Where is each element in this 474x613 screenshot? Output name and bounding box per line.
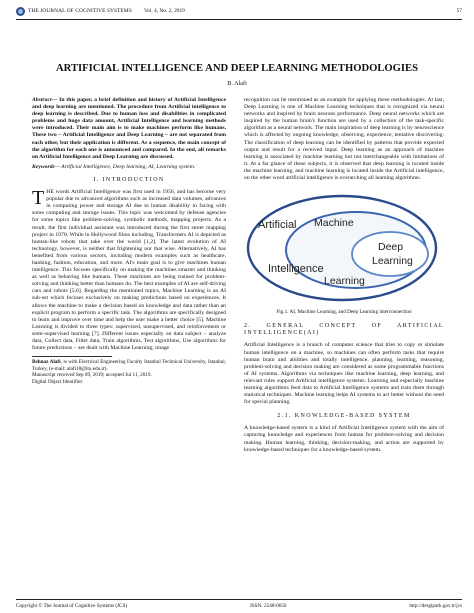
footnote-name: Behnaz Alafi (32, 359, 61, 366)
fig-label-dl2: Learning (372, 255, 413, 268)
left-column (32, 97, 226, 386)
ai-general-paragraph: Artificial Intelligence is a branch of computer science that tries to copy or simulate human intelligence on a machine, so machines can often perform tasks that require human brain and abilities and totally intelligence. planning, learning, reasoning, problem-solving and decision making are considered as some programmable functions of AI systems. Algorithms via techniques like machine learning, deep learning, and relevant rules support Artificial intelligence systems. Learning and especially machine learning algorithms feed data to Artificial Intelligence systems and train them through statistical techniques. Machine learning helps AI systems to act better without the need for special planning. (244, 342, 444, 406)
keywords-text: — Artificial Intelligence, Deep learning, AI, Learning system. (54, 163, 196, 170)
footnote-rule (32, 356, 112, 357)
page-footer (16, 603, 462, 609)
ai-ml-dl-figure (244, 188, 440, 306)
fig-label-ml2: Learning (324, 275, 365, 288)
header-rule (16, 19, 462, 20)
paper-author: B. Alafi (227, 80, 247, 87)
paper-title: ARTIFICIAL INTELLIGENCE AND DEEP LEARNING METHODOLOGIES (56, 63, 418, 74)
footnote-author (32, 359, 226, 372)
section-heading-general-concept: 2. GENERAL CONCEPT OF ARTIFICIAL INTELLIGENCE(AI) (244, 323, 444, 337)
footer-copyright: Copyright © The Journal of Cognitive Systems (JCS) (16, 603, 128, 609)
dl-ellipse (352, 232, 428, 276)
abstract-label: Abstract (32, 97, 52, 103)
figure-caption: Fig.1. AI, Machine Learning, and Deep Learning interconnection (276, 309, 412, 316)
fig-label-dl: Deep (378, 241, 404, 254)
fig-label-ml: Machine (314, 217, 354, 230)
fig-label-ai: Artificial (258, 219, 297, 232)
keywords-label: Keywords (32, 163, 55, 170)
right-column (244, 97, 444, 454)
abstract-text: — In this paper, a brief definition and history of Artificial Intelligence and deep learning are mentioned. The procedure from Artificial intelligence to deep learning is described. Due to human loss and disabilities in complicated problems and huge data amount, Artificial Intelligence and learning methods were introduced. Their main aim is to make machines perform like humans. These two – Artificial Intelligence and Deep Learning – are not separated from each other, but their application is different. As a sequence, the main concept of the algorithm for each one is announced and compared. In the end, all remarks on Artificial Intelligence and Deep Learning are discussed. (32, 97, 226, 160)
knowledge-based-paragraph: A knowledge-based system is a kind of Artificial Intelligence system with the aim of capturing knowledge and experiences from human for problem-solving and decision making. Human learning, thinking, decision-making, and action are supported by knowledge-based techniques for a knowledge-based system. (244, 425, 444, 453)
section-heading-knowledge-based: 2.1. KNOWLEDGE-BASED SYSTEM (277, 413, 411, 420)
footer-url[interactable]: http://dergipark.gov.tr/jcs (409, 603, 462, 609)
page-number: 57 (456, 8, 462, 14)
abstract (32, 97, 226, 161)
footer-rule (16, 599, 462, 600)
keywords (32, 164, 226, 171)
journal-name: THE JOURNAL OF COGNITIVE SYSTEMS (28, 8, 132, 14)
running-header (16, 4, 462, 18)
intro-continued: recognition can be mentioned as an example for applying these methodologies. At last, Deep Learning is one of Machine Learning techniques that is recognized via neural networks and inspired by brain neurons performance. Deep neural networks which are inspired by the human brain's function are used by a collection of the task-specific algorithm as a neural network. The main inspiration of deep learning is by neuroscience which is affected by ongoing knowledge, observing, experience, tentative discovering. The classification of deep learning can be identified by patterns that provide expected output and result for a received input. Deep learning as an approach of machine learning is associated by machine learning but not interchangeable with limitations of it. At a far glance of these subjects, it is observed that deep learning is located inside the machine learning, and machine learning is located inside the Artificial intelligence, on the other word artificial intelligence is overarching all learning algorithms. (244, 97, 444, 182)
footnote-received: Manuscript received Sep 09, 2019; accepted Jul 11, 2019. (32, 372, 152, 379)
intro-text: HE words Artificial Intelligence was first used in 1956, and has become very popular due to advanced algorithms such as increased data volumes, advances in computing power and storage AI due to human disability in facing with some computing and storage issues. This topic was welcomed by defense agencies for some topics like problem-solving, symbolic methods, mapping projects. As a result, the first individual assistant was introduced during the first street mapping project in 1970. While in Hollywood films including, Transformers AI is depicted as human-like robots that take over the world [1,2]. The latest evolution of AI technology, however, is neither that frightening nor that wise. Alternatively, AI has benefited from various sectors, including modern examples such as healthcare, banking, fashion, education, and more. AI's main goal is to give machines human intelligence. This focuses specifically on making the machines smarter and thinking as well as behaving like humans. These machines are being trained for problem-solving and thinking better than humans do. The best examples of AI are self-driving cars and robots [5,6]. Regarding the mentioned topics, Machine Learning is an AI sub-set which focuses exclusively on making predictions based on experiences. It allows the machine to make a decision based on knowledge and data rather than an explicit program to perform a specific task. The algorithms are specifically designed to learn and improve over time and help the user make a better choice [5]. Machine Learning is divided to three types: supervised, unsupervised, and reinforcement or semi-supervised learning [7]. Different issues especially on data subject – analyze data, Collect data, Filter data, Train algorithms, Test algorithms, Use algorithms for future predictions – are dealt with Machine Learning; image (32, 189, 226, 352)
journal-volume: Vol. 4, No. 2, 2019 (143, 8, 185, 14)
footnote-doi: Digital Object Identifier: (32, 378, 84, 385)
intro-paragraph (32, 189, 226, 352)
footer-issn: ISSN: 2548-0650 (250, 603, 287, 609)
journal-logo-icon (16, 7, 25, 16)
footnote-affiliation: , is with Electrical Engineering Faculty Istanbul Technical University, Istanbul, Turkey, (e-mail: alafi18@itu.edu.tr). (32, 359, 227, 372)
fig-label-ai2: Intelligence (268, 263, 324, 276)
section-heading-introduction: I. INTRODUCTION (93, 176, 165, 183)
drop-cap: T (32, 187, 45, 210)
